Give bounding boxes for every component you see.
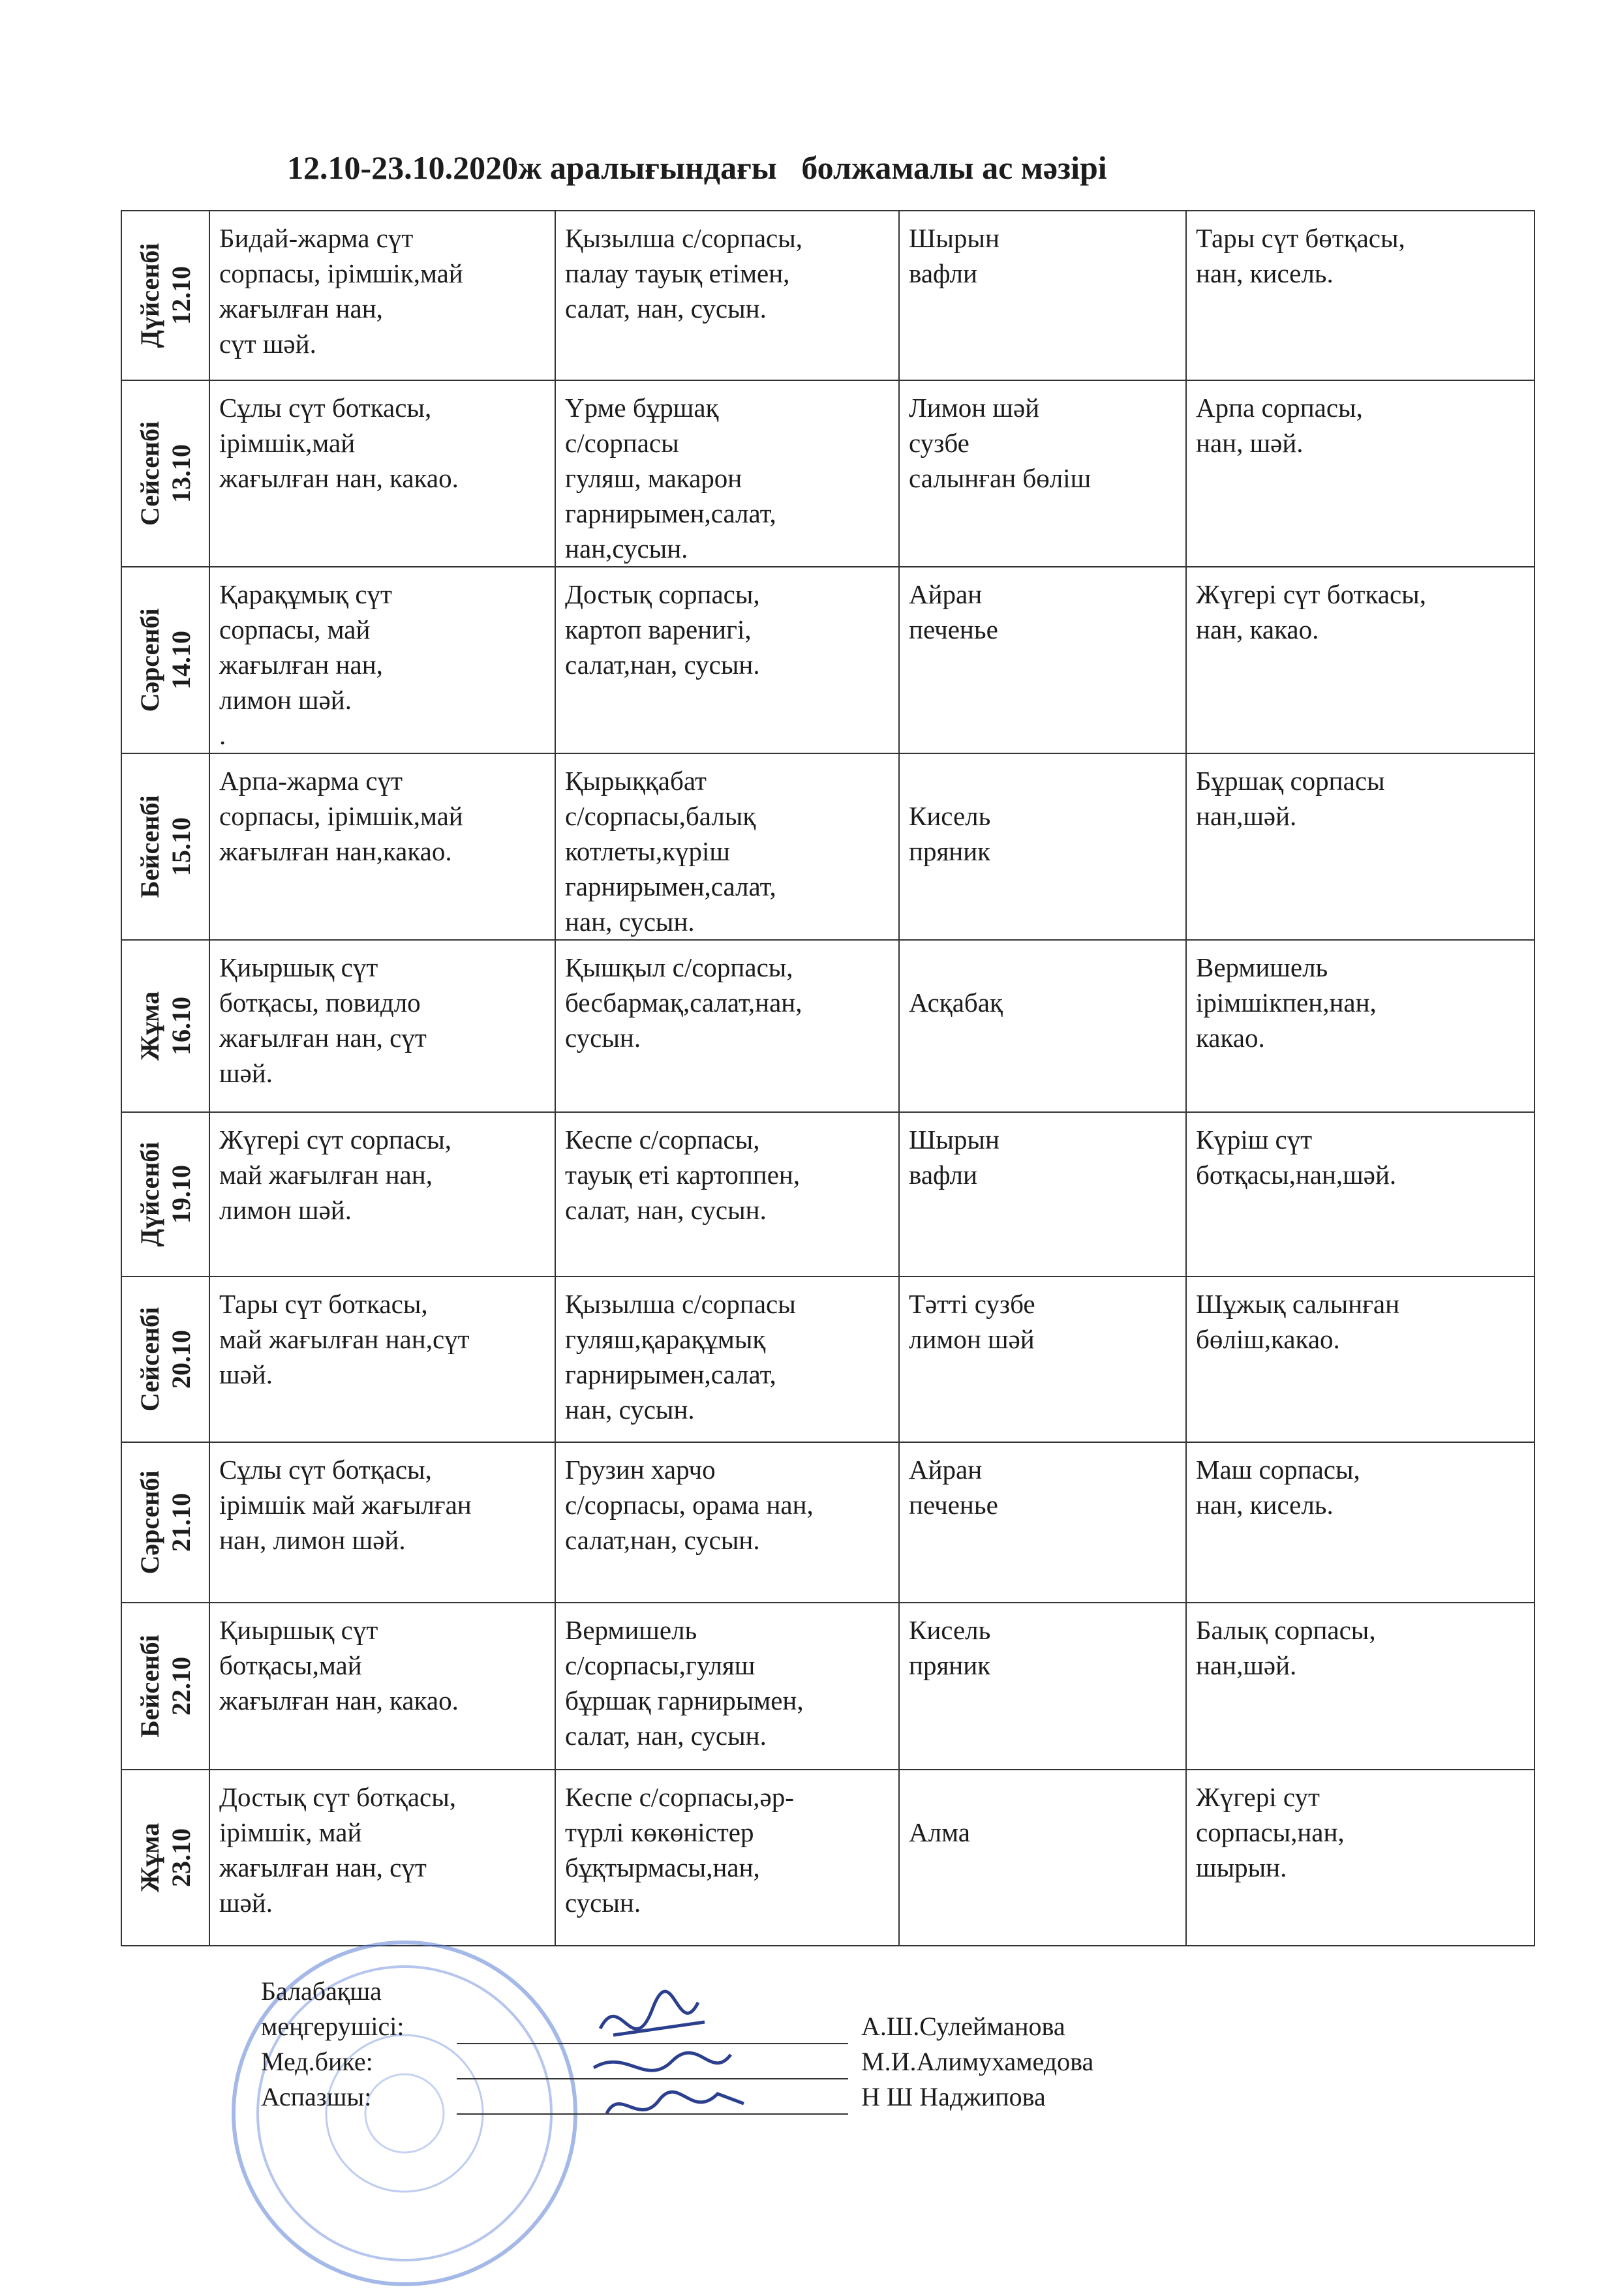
breakfast-cell: Достық сүт ботқасы, ірімшік, май жағылған нан, сүт шәй. — [209, 1770, 555, 1946]
day-name: Сейсенбі — [134, 1307, 164, 1412]
breakfast-cell: Қиыршық сүт ботқасы,май жағылған нан, какао. — [209, 1603, 555, 1770]
day-date: 14.10 — [166, 631, 196, 690]
day-label — [134, 1307, 197, 1412]
dinner-cell: Маш сорпасы, нан, кисель. — [1186, 1442, 1534, 1603]
day-name: Сәрсенбі — [134, 1470, 164, 1575]
day-label — [134, 421, 197, 526]
breakfast-cell: Арпа-жарма сүт сорпасы, ірімшік,май жағылған нан,какао. — [209, 753, 555, 940]
breakfast-cell: Қиыршық сүт ботқасы, повидло жағылған нан, сүт шәй. — [209, 940, 555, 1112]
day-label — [134, 1142, 197, 1247]
menu-row — [121, 1442, 1534, 1603]
day-name: Жұма — [134, 1822, 164, 1893]
day-name: Бейсенбі — [134, 1635, 164, 1738]
menu-row — [121, 1276, 1534, 1442]
signature-role: Аспазшы: — [261, 2082, 372, 2111]
signature-block — [261, 1976, 1094, 2115]
signature-name: А.Ш.Сулейманова — [861, 2012, 1065, 2041]
day-name: Бейсенбі — [134, 795, 164, 898]
menu-row — [121, 567, 1534, 753]
day-label — [134, 991, 197, 1061]
dinner-cell: Шұжық салынған бөліш,какао. — [1186, 1276, 1534, 1442]
signature-role: Балабақша меңгерушісі: — [261, 1976, 404, 2041]
lunch-cell: Қызылша с/сорпасы, палау тауық етімен, салат, нан, сусын. — [555, 211, 899, 380]
day-cell — [121, 567, 209, 753]
day-date: 13.10 — [166, 444, 196, 503]
day-label — [134, 243, 197, 348]
menu-table — [121, 210, 1535, 1946]
snack-cell: Кисель пряник — [899, 1603, 1186, 1770]
day-date: 15.10 — [166, 817, 196, 876]
day-label — [134, 1823, 197, 1893]
dinner-cell: Тары сүт бөтқасы, нан, кисель. — [1186, 211, 1534, 380]
day-name: Жұма — [134, 991, 164, 1061]
day-date: 23.10 — [166, 1828, 196, 1887]
day-date: 16.10 — [166, 997, 196, 1055]
signature-role: Мед.бике: — [261, 2047, 373, 2076]
day-cell — [121, 940, 209, 1112]
day-cell — [121, 1276, 209, 1442]
day-date: 22.10 — [166, 1657, 196, 1715]
signature-name: Н Ш Наджипова — [861, 2082, 1046, 2111]
lunch-cell: Достық сорпасы, картоп варенигі, салат,нан, сусын. — [555, 567, 899, 753]
lunch-cell: Үрме бұршақ с/сорпасы гуляш, макарон гарнирымен,салат, нан,сусын. — [555, 380, 899, 567]
signature-row-nurse — [261, 2044, 1093, 2079]
menu-table-body — [121, 211, 1534, 1946]
day-label — [134, 795, 197, 898]
menu-row — [121, 211, 1534, 380]
day-name: Сейсенбі — [134, 421, 164, 526]
snack-cell: Кисель пряник — [899, 753, 1186, 940]
lunch-cell: Қызылша с/сорпасы гуляш,қарақұмық гарнирымен,салат, нан, сусын. — [555, 1276, 899, 1442]
breakfast-cell: Сұлы сүт боткасы, ірімшік,май жағылған нан, какао. — [209, 380, 555, 567]
lunch-cell: Кеспе с/сорпасы,әр- түрлі көкөністер бұқтырмасы,нан, сусын. — [555, 1770, 899, 1946]
day-label — [134, 608, 197, 712]
day-cell — [121, 1442, 209, 1603]
lunch-cell: Кеспе с/сорпасы, тауық еті картоппен, салат, нан, сусын. — [555, 1112, 899, 1276]
snack-cell: Шырын вафли — [899, 211, 1186, 380]
day-cell — [121, 1770, 209, 1946]
menu-row — [121, 1603, 1534, 1770]
breakfast-cell: Жүгері сүт сорпасы, май жағылған нан, лимон шәй. — [209, 1112, 555, 1276]
day-name: Сәрсенбі — [134, 608, 164, 712]
dinner-cell: Жүгері сүт боткасы, нан, какао. — [1186, 567, 1534, 753]
breakfast-cell: Қарақұмық сүт сорпасы, май жағылған нан, лимон шәй. . — [209, 567, 555, 753]
signature-line — [457, 2087, 848, 2115]
day-cell — [121, 753, 209, 940]
menu-row — [121, 753, 1534, 940]
day-cell — [121, 1112, 209, 1276]
menu-row — [121, 940, 1534, 1112]
signature-row-head — [261, 1976, 1093, 2044]
signature-line — [457, 2017, 848, 2044]
signature-row-cook — [261, 2079, 1093, 2115]
dinner-cell: Күріш сүт ботқасы,нан,шәй. — [1186, 1112, 1534, 1276]
signature-name: М.И.Алимухамедова — [861, 2047, 1094, 2076]
day-cell — [121, 1603, 209, 1770]
day-name: Дүйсенбі — [134, 243, 164, 348]
menu-row — [121, 1770, 1534, 1946]
dinner-cell: Бұршақ сорпасы нан,шәй. — [1186, 753, 1534, 940]
breakfast-cell: Тары сүт боткасы, май жағылған нан,сүт шәй. — [209, 1276, 555, 1442]
dinner-cell: Вермишель ірімшікпен,нан, какао. — [1186, 940, 1534, 1112]
snack-cell: Айран печенье — [899, 567, 1186, 753]
page-title: 12.10-23.10.2020ж аралығындағы болжамалы ас мәзірі — [287, 149, 1107, 186]
day-cell — [121, 380, 209, 567]
dinner-cell: Арпа сорпасы, нан, шәй. — [1186, 380, 1534, 567]
day-label — [134, 1635, 197, 1737]
menu-row — [121, 1112, 1534, 1276]
lunch-cell: Қырыққабат с/сорпасы,балық котлеты,күріш гарнирымен,салат, нан, сусын. — [555, 753, 899, 940]
day-date: 19.10 — [166, 1165, 196, 1224]
menu-row — [121, 380, 1534, 567]
day-name: Дүйсенбі — [134, 1141, 164, 1247]
snack-cell: Лимон шәй сузбе салынған бөліш — [899, 380, 1186, 567]
day-date: 12.10 — [166, 266, 196, 325]
day-label — [134, 1470, 197, 1574]
snack-cell: Тәтті сузбе лимон шәй — [899, 1276, 1186, 1442]
snack-cell: Алма — [899, 1770, 1186, 1946]
snack-cell: Асқабақ — [899, 940, 1186, 1112]
signature-line — [457, 2052, 848, 2079]
day-date: 21.10 — [166, 1493, 196, 1552]
day-cell — [121, 211, 209, 380]
day-date: 20.10 — [166, 1330, 196, 1389]
snack-cell: Айран печенье — [899, 1442, 1186, 1603]
snack-cell: Шырын вафли — [899, 1112, 1186, 1276]
dinner-cell: Жүгері сут сорпасы,нан, шырын. — [1186, 1770, 1534, 1946]
lunch-cell: Грузин харчо с/сорпасы, орама нан, салат,нан, сусын. — [555, 1442, 899, 1603]
breakfast-cell: Сұлы сүт ботқасы, ірімшік май жағылған нан, лимон шәй. — [209, 1442, 555, 1603]
dinner-cell: Балық сорпасы, нан,шәй. — [1186, 1603, 1534, 1770]
breakfast-cell: Бидай-жарма сүт сорпасы, ірімшік,май жағылған нан, сүт шәй. — [209, 211, 555, 380]
lunch-cell: Вермишель с/сорпасы,гуляш бұршақ гарнирымен, салат, нан, сусын. — [555, 1603, 899, 1770]
lunch-cell: Қышқыл с/сорпасы, бесбармақ,салат,нан, сусын. — [555, 940, 899, 1112]
